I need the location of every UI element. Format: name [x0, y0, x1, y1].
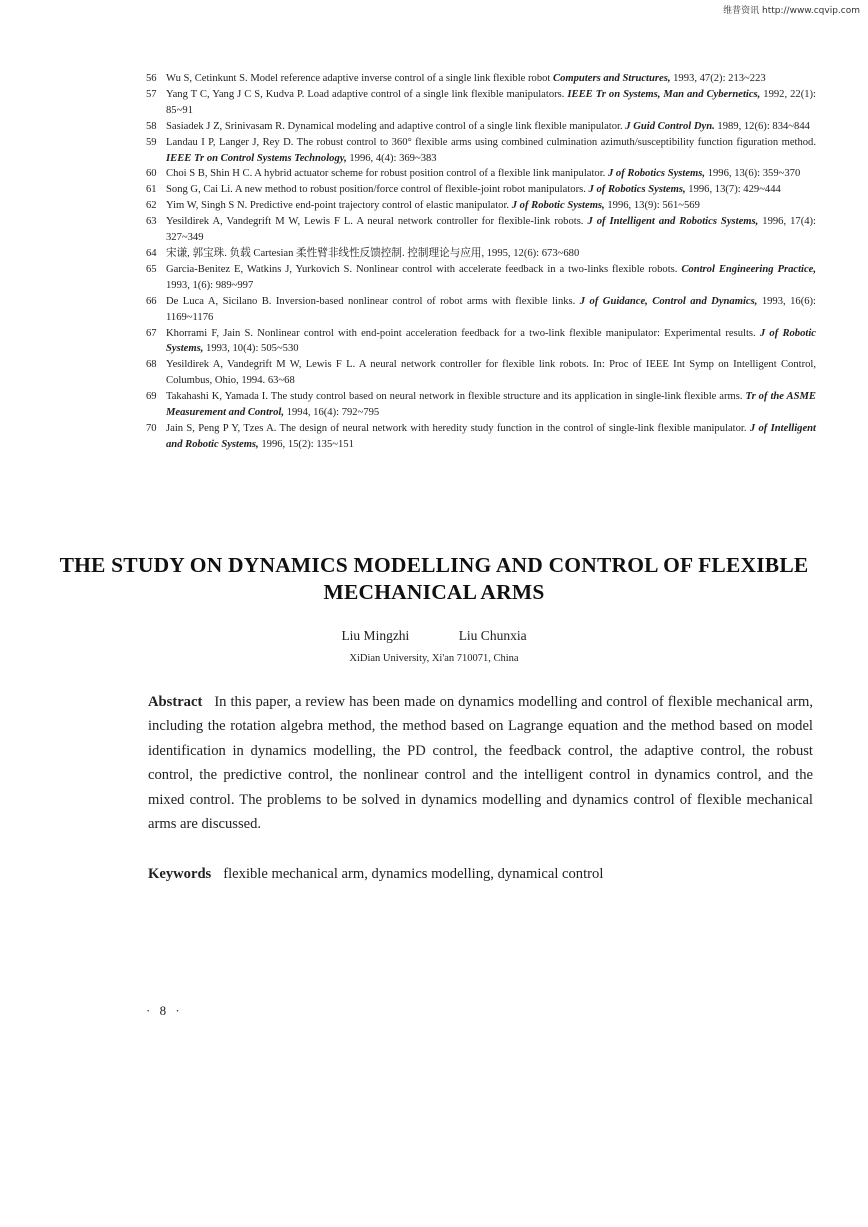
reference-item: [146, 294, 816, 326]
reference-text: Yesildirek A, Vandegrift M W, Lewis F L. A neural network controller for flexible link robots. In: Proc of IEEE Int Symp on Intelligent Control, Columbus, Ohio, 1994. 63~68: [166, 359, 816, 387]
reference-volume: 1996, 15(2): 135~151: [258, 438, 354, 450]
reference-source: J of Guidance, Control and Dynamics,: [579, 295, 758, 307]
watermark: 维普资讯 http://www.cqvip.com: [723, 6, 860, 16]
reference-number: 62: [146, 200, 157, 212]
reference-number: 66: [146, 295, 157, 307]
reference-item: [146, 87, 816, 119]
reference-number: 57: [146, 88, 157, 100]
reference-text: Sasiadek J Z, Srinivasam R. Dynamical modeling and adaptive control of a single link flexible manipulator.: [166, 120, 623, 132]
reference-number: 64: [146, 247, 157, 259]
reference-volume: 1996, 13(7): 429~444: [685, 184, 781, 196]
reference-source: J of Robotics Systems,: [607, 168, 706, 180]
reference-volume: 1996, 13(6): 359~370: [705, 168, 801, 180]
reference-item: [146, 198, 816, 214]
reference-volume: 1996, 17(4): 327~349: [166, 216, 816, 244]
reference-source: J of Robotic Systems,: [511, 200, 605, 212]
page-number: · 8 ·: [146, 1003, 183, 1018]
reference-volume: 1993, 10(4): 505~530: [203, 343, 299, 355]
reference-source: J of Intelligent and Robotics Systems,: [587, 216, 759, 228]
reference-text: Yim W, Singh S N. Predictive end-point trajectory control of elastic manipulator.: [166, 200, 510, 212]
keywords-text: flexible mechanical arm, dynamics modelling, dynamical control: [223, 866, 604, 882]
author-name: Liu Mingzhi: [341, 628, 410, 643]
reference-number: 67: [146, 327, 157, 339]
reference-number: 68: [146, 359, 157, 371]
reference-source: J of Intelligent and Robotic Systems,: [166, 422, 816, 450]
reference-number: 70: [146, 422, 157, 434]
reference-item: [146, 135, 816, 167]
reference-text: Landau I P, Langer J, Rey D. The robust control to 360° flexible arms using combined culmination azimuth/susceptibility function figuration method.: [166, 136, 816, 148]
reference-text: Wu S, Cetinkunt S. Model reference adaptive inverse control of a single link flexible robot: [166, 73, 551, 84]
reference-item: [146, 262, 816, 294]
reference-volume: 1992, 22(1): 85~91: [166, 88, 816, 116]
reference-volume: 1993, 1(6): 989~997: [166, 279, 254, 291]
reference-source: J of Robotic Systems,: [166, 327, 816, 355]
reference-item: [146, 166, 816, 182]
reference-number: 63: [146, 216, 157, 228]
reference-text: Takahashi K, Yamada I. The study control based on neural network in flexible structure and its application in single-link flexible arms.: [166, 391, 743, 403]
reference-item: [146, 214, 816, 246]
reference-text: Song G, Cai Li. A new method to robust position/force control of flexible-joint robot manipulators.: [166, 184, 586, 196]
keywords: [148, 862, 813, 886]
reference-number: 59: [146, 136, 157, 148]
reference-source: J Guid Control Dyn.: [625, 120, 715, 132]
reference-text: Khorrami F, Jain S. Nonlinear control with end-point acceleration feedback for a two-link flexible manipulator: Experimental results.: [166, 327, 756, 339]
reference-source: IEEE Tr on Systems, Man and Cybernetics,: [567, 88, 761, 100]
reference-number: 65: [146, 263, 157, 275]
reference-item: [146, 71, 816, 87]
reference-source: Computers and Structures,: [553, 73, 671, 84]
reference-number: 69: [146, 391, 157, 403]
reference-item: [146, 326, 816, 358]
reference-item: [146, 389, 816, 421]
reference-source: Control Engineering Practice,: [681, 263, 817, 275]
author-list: [0, 628, 868, 644]
reference-text: Garcia-Benitez E, Watkins J, Yurkovich S. Nonlinear control with accelerate feedback in a two-links flexible robots.: [166, 263, 678, 275]
reference-text: Choi S B, Shin H C. A hybrid actuator scheme for robust position control of a flexible link manipulator.: [166, 168, 606, 180]
reference-list: [146, 71, 816, 453]
abstract-text: In this paper, a review has been made on dynamics modelling and control of flexible mechanical arm, including the rotation algebra method, the method based on Lagrange equation and the method based on model identification in dynamics modelling, the PD control, the feedback control, the adaptive control, the robust control, the predictive control, the nonlinear control and the intelligent control in dynamics control, and the mixed control. The problems to be solved in dynamics modelling and dynamics control of flexible mechanical arms are discussed.: [148, 694, 813, 833]
reference-text: Jain S, Peng P Y, Tzes A. The design of neural network with heredity study function in the control of single-link flexible manipulator.: [166, 422, 747, 434]
reference-item: [146, 119, 816, 135]
reference-number: 61: [146, 184, 157, 196]
paper-title: THE STUDY ON DYNAMICS MODELLING AND CONTROL OF FLEXIBLE MECHANICAL ARMS: [59, 553, 809, 604]
reference-volume: 1996, 4(4): 369~383: [346, 152, 437, 164]
reference-volume: 1995, 12(6): 673~680: [484, 247, 580, 259]
reference-volume: 1994, 16(4): 792~795: [284, 407, 380, 419]
reference-volume: 1996, 13(9): 561~569: [604, 200, 700, 212]
reference-number: 60: [146, 168, 157, 180]
reference-source: J of Robotics Systems,: [588, 184, 686, 196]
reference-text: 宋谦, 郭宝珠. 负载 Cartesian 柔性臂非线性反馈控制. 控制理论与应用,: [166, 247, 485, 259]
reference-volume: 1993, 16(6): 1169~1176: [166, 295, 817, 323]
affiliation: XiDian University, Xi'an 710071, China: [349, 653, 519, 664]
reference-text: De Luca A, Sicilano B. Inversion-based nonlinear control of robot arms with flexible links.: [166, 295, 576, 307]
author-name: Liu Chunxia: [458, 628, 527, 643]
reference-item: [146, 246, 816, 262]
reference-text: Yesildirek A, Vandegrift M W, Lewis F L. A neural network controller for flexible-link robots.: [166, 216, 584, 228]
abstract: [148, 690, 813, 836]
reference-item: [146, 421, 816, 453]
reference-source: Tr of the ASME Measurement and Control,: [166, 391, 816, 419]
reference-source: IEEE Tr on Control Systems Technology,: [166, 152, 347, 164]
reference-item: [146, 357, 816, 389]
reference-volume: 1993, 47(2): 213~223: [670, 73, 766, 84]
abstract-label: Abstract: [148, 694, 203, 710]
reference-number: 58: [146, 120, 157, 132]
reference-number: 56: [146, 73, 157, 84]
reference-volume: 1989, 12(6): 834~844: [714, 120, 810, 132]
reference-text: Yang T C, Yang J C S, Kudva P. Load adaptive control of a single link flexible manipulators.: [166, 88, 565, 100]
keywords-label: Keywords: [148, 866, 212, 882]
reference-item: [146, 182, 816, 198]
